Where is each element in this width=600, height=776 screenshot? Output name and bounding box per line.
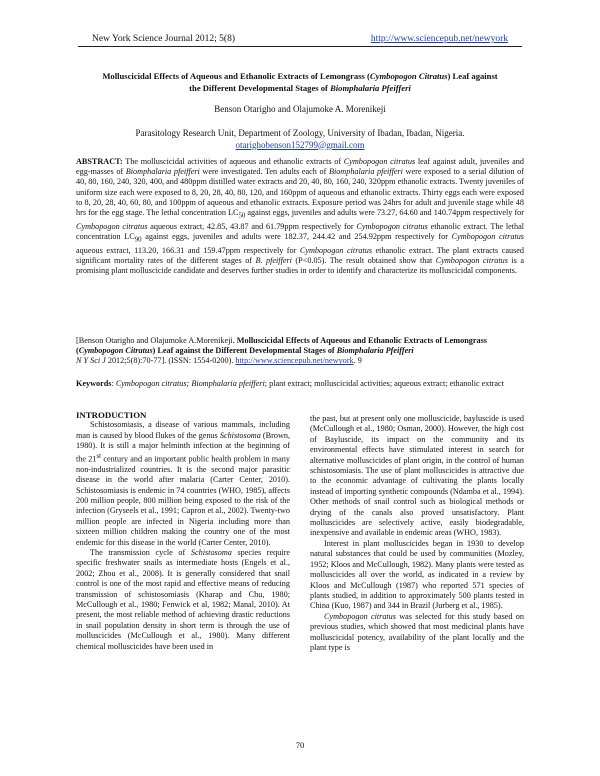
citation-link[interactable]: http://www.sciencepub.net/newyork xyxy=(235,356,354,366)
citation: [Benson Otarigho and Olajumoke A.Morenikeji. Molluscicidal Effects of Aqueous and Ethanolic Extracts of Lemongrass (Cymbopogon Citratus) Leaf against the Different Developmental Stages of Biomphalaria Pfeifferi N Y Sci J 2012;5(8):70-77]. (ISSN: 1554-0200). http://www.sciencepub.net/newyork. 9 xyxy=(76,336,487,366)
keywords-label: Keywords xyxy=(76,379,112,388)
paragraph: Schistosomiasis, a disease of various mammals, including man is caused by blood flukes of the genus Schistosoma (Brown, 1980). It is still a major helminth infection at the beginning of the 21st century and an important public health problem in many non-industrialized countries. It is the second major parasitic disease in the world after malaria (Carter Center, 2010). Schistosomiasis is endemic in 74 countries (WHO, 1985), affects 200 million people, 800 million being exposed to the risk of the infection (Gryseels et al., 1991; Capron et al., 2002). Twenty-two million people are infected in Nigeria including more than sixteen million children making the country one of the most endemic for this disease in the world (Carter Center, 2010). xyxy=(76,420,290,547)
affiliation-text: Parasitology Research Unit, Department of Zoology, University of Ibadan, Ibadan, Nigeria. xyxy=(135,128,465,138)
section-heading-introduction: INTRODUCTION xyxy=(76,410,147,420)
abstract-label: ABSTRACT: xyxy=(76,157,123,166)
paragraph: The transmission cycle of Schistosoma species require specific freshwater snails as intermediate hosts (Engels et al., 2002; Zhou et al., 2008). It is generally considered that snail control is one of the most rapid and effective means of reducing transmission of schistosomiasis (Kharap and Chu, 1980; McCullough et al., 1980; Fenwick et al, 1982; Manal, 2010). At present, the most reliable method of achieving drastic reductions in snail population density in short term is through the use of molluscicides (McCullough et al., 1980). Many different chemical molluscicides have been used in xyxy=(76,548,290,651)
journal-url-link[interactable]: http://www.sciencepub.net/newyork xyxy=(370,34,508,44)
paragraph: Interest in plant molluscicides began in 1930 to develop natural substances that could be used by communities (Mozley, 1952; Kloos and McCullough, 1982). Many plants were tested as molluscicides all over the world, as indicated in a review by Kloos and McCullough (1987) who reported 571 species of plants studied, in addition to approximately 500 plants tested in China (Kuo, 1987) and 344 in Brazil (Jurberg et al., 1985). xyxy=(310,538,524,611)
abstract: ABSTRACT: The molluscicidal activities of aqueous and ethanolic extracts of Cymbopogon citratus leaf against adult, juveniles and egg-masses of Biomphalaria pfeifferi were investigated. Ten adults each of Biomphalaria pfeifferi were exposed to a serial dilution of 40, 80, 160, 240, 320, 400, and 480ppm distilled water extracts and 20, 40, 80, 160, 240, 320ppm ethanolic extracts. Twenty juveniles of uniform size each were exposed to 8, 20, 28, 40, 80, 120, and 160ppm of aqueous and ethanolic extracts. Thirty eggs each were exposed to 8, 20, 28, 40, 60, 80, and 100ppm of aqueous and ethanolic extracts. Exposure period was 24hrs for adult and juvenile stage while 48 hrs for the egg stage. The lethal concentration $LC_{50}$ against eggs, juveniles and adults were 73.27, 64.60 and 140.74ppm respectively for Cymbopogon citratus aqueous extract, 42.85, 43.87 and 61.79ppm respectively for Cymbopogon citratus ethanolic extract. The lethal concentration $LC_{90}$ against eggs, juveniles and adults were 182.37, 244.42 and 254.92ppm respectively for Cymbopogon citratus aqueous extract, 113.20, 166.31 and 159.47ppm respectively for Cymbopogon citratus ethanolic extract. The plant extracts caused significant mortality rates of the different stages of B. pfeifferi (P<0.05). The result obtained show that Cymbopogon citratus is a promising plant molluscicide candidate and deserves further studies in order to identify and characterize its molluscicidal components. xyxy=(76,157,525,276)
body-column-right xyxy=(310,414,524,653)
paper-title: Molluscicidal Effects of Aqueous and Ethanolic Extracts of Lemongrass (Cymbopogon Citratus) Leaf against the Different Developmental Stages of Biomphalaria Pfeifferi xyxy=(102,71,498,93)
author-email-link[interactable]: otarighobenson152799@gmail.com xyxy=(235,139,365,150)
keywords: Keywords: Cymbopogon citratus; Biomphalaria pfeifferi; plant extract; molluscicidal activities; aqueous extract; ethanolic extract xyxy=(76,379,504,388)
paragraph: Cymbopogon citratus was selected for this study based on previous studies, which showed that most medicinal plants have molluscicidal potency, availability of the plant locally and the plant type is xyxy=(310,611,524,652)
page-number: 70 xyxy=(295,740,305,750)
paragraph: the past, but at present only one molluscicide, bayluscide is used (McCullough et al., 1980; Osman, 2000). However, the high cost of Bayluscide, its impact on the community and its environmental effects have stimulated interest in search for alternative molluscicides of plant origin, in the control of human schistosomiasis. The use of plant molluscicides is attractive due to the economic advantage of cultivating the plants locally instead of importing synthetic compounds (Ndamba et al., 1994). Other methods of snail control such as biological methods or drying of the canals also proved unsatisfactory. Plant molluscicides are selectively active, easily biodegradable, inexpensive and available in endemic areas (WHO, 1983). xyxy=(310,414,524,538)
header-divider xyxy=(78,46,522,47)
journal-name: New York Science Journal 2012; 5(8) xyxy=(92,34,236,44)
body-column-left xyxy=(76,410,290,652)
author-list: Benson Otarigho and Olajumoke A. Morenikeji xyxy=(214,104,386,114)
affiliation xyxy=(0,128,600,151)
